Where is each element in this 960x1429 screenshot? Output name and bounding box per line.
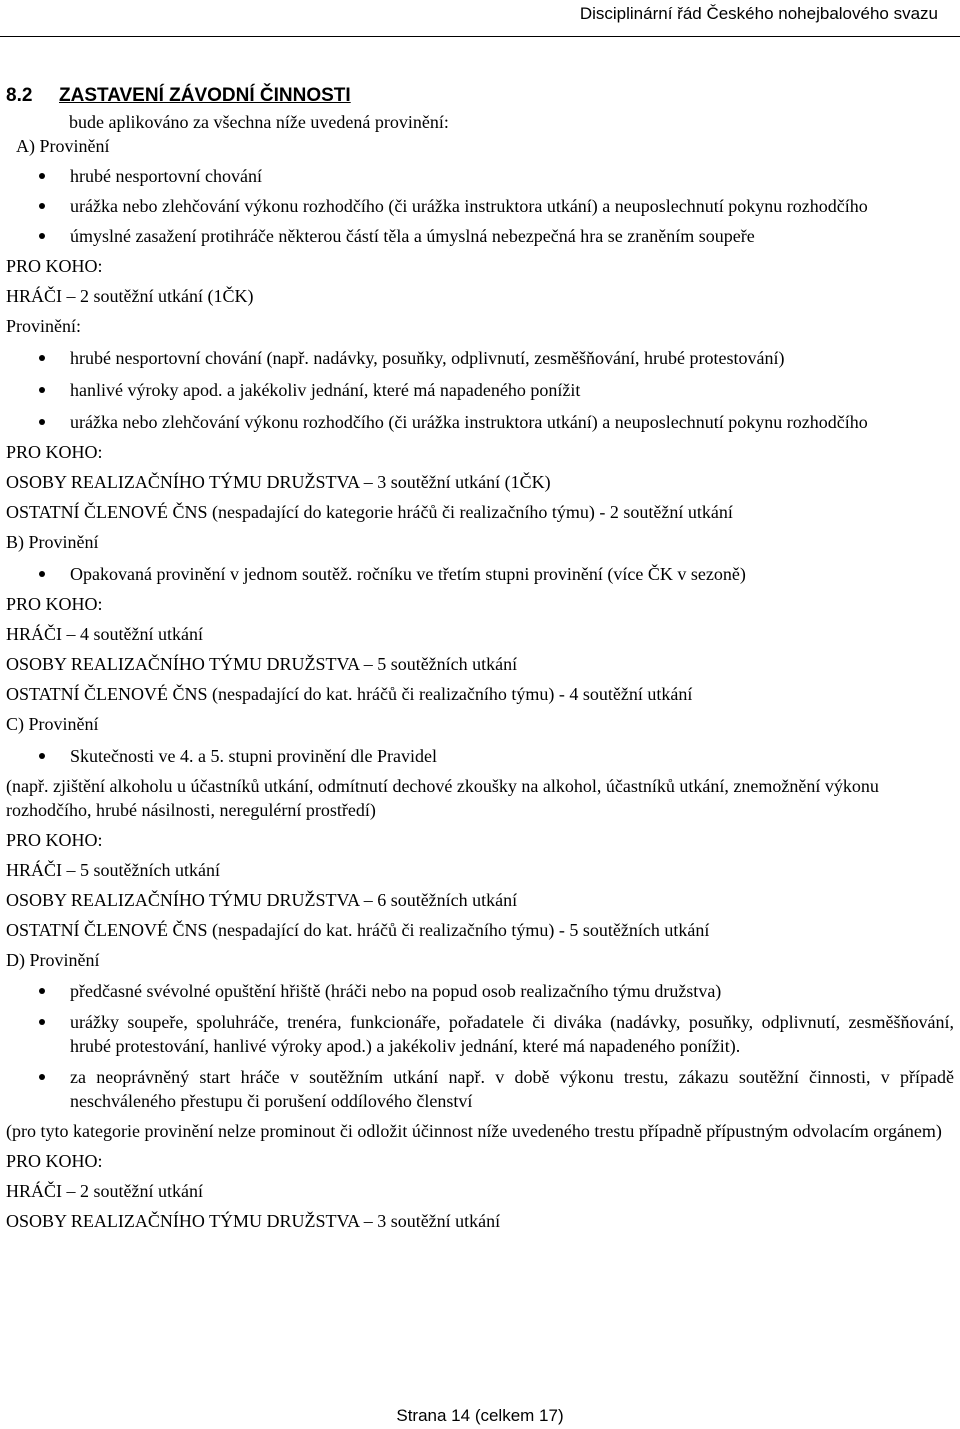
group-b-penalty-others: OSTATNÍ ČLENOVÉ ČNS (nespadající do kat. hráčů či realizačního týmu) - 4 soutěžní utkání	[6, 684, 693, 704]
group-a-penalty-team: OSOBY REALIZAČNÍHO TÝMU DRUŽSTVA – 3 soutěžní utkání (1ČK)	[6, 472, 551, 492]
group-d-heading: D) Provinění	[6, 950, 100, 970]
group-b-pro-koho: PRO KOHO:	[6, 594, 103, 614]
list-item: předčasné svévolné opuštění hřiště (hráči nebo na popud osob realizačního týmu družstva)	[6, 979, 954, 1003]
group-a-pro-koho-2: PRO KOHO:	[6, 442, 103, 462]
list-item: hrubé nesportovní chování	[6, 164, 954, 188]
group-d-note: (pro tyto kategorie provinění nelze prominout či odložit účinnost níže uvedeného trestu případně přípustným odvolacím orgánem)	[6, 1121, 942, 1141]
group-b-heading: B) Provinění	[6, 532, 99, 552]
group-c-penalty-others: OSTATNÍ ČLENOVÉ ČNS (nespadající do kat. hráčů či realizačního týmu) - 5 soutěžních utkání	[6, 920, 710, 940]
list-item: hrubé nesportovní chování (např. nadávky, posuňky, odplivnutí, zesměšňování, hrubé protestování)	[6, 346, 954, 370]
group-c-note: (např. zjištění alkoholu u účastníků utkání, odmítnutí dechové zkoušky na alkohol, účastníků utkání, znemožnění výkonu rozhodčího, hrubé násilnosti, neregulérní prostředí)	[6, 776, 879, 820]
list-item: úmyslné zasažení protihráče některou částí těla a úmyslná nebezpečná hra se zraněním soupeře	[6, 224, 954, 248]
section-title: ZASTAVENÍ ZÁVODNÍ ČINNOSTI	[59, 85, 351, 106]
group-b-penalty-team: OSOBY REALIZAČNÍHO TÝMU DRUŽSTVA – 5 soutěžních utkání	[6, 654, 518, 674]
section-heading	[6, 84, 954, 108]
group-c-pro-koho: PRO KOHO:	[6, 830, 103, 850]
group-d-bullets	[6, 979, 954, 1113]
page-number: Strana 14 (celkem 17)	[396, 1406, 564, 1425]
document-header-title: Disciplinární řád Českého nohejbalového svazu	[579, 4, 938, 23]
group-a-bullets-2	[6, 346, 954, 434]
header-divider	[0, 36, 960, 37]
document-body	[6, 84, 954, 1233]
list-item: urážky soupeře, spoluhráče, trenéra, funkcionáře, pořadatele či diváka (nadávky, posuňky, odplivnutí, zesměšňování, hrubé protestování, hanlivé výroky apod.) a jakékoliv jednání, které má napadeného ponížit).	[6, 1010, 954, 1058]
group-d-penalty-players: HRÁČI – 2 soutěžní utkání	[6, 1181, 203, 1201]
group-d-pro-koho: PRO KOHO:	[6, 1151, 103, 1171]
list-item: za neoprávněný start hráče v soutěžním utkání např. v době výkonu trestu, zákazu soutěžní činnosti, v případě neschváleného přestupu či porušení oddílového členství	[6, 1065, 954, 1113]
group-a-provineni-label: Provinění:	[6, 316, 81, 336]
group-a-pro-koho: PRO KOHO:	[6, 256, 103, 276]
group-a-penalty-others: OSTATNÍ ČLENOVÉ ČNS (nespadající do kategorie hráčů či realizačního týmu) - 2 soutěžní utkání	[6, 502, 733, 522]
group-a-bullets	[6, 164, 954, 248]
group-a-heading: A) Provinění	[16, 136, 110, 156]
section-intro: bude aplikováno za všechna níže uvedená provinění:	[69, 112, 449, 132]
list-item: urážka nebo zlehčování výkonu rozhodčího (či urážka instruktora utkání) a neuposlechnutí pokynu rozhodčího	[6, 410, 954, 434]
group-c-penalty-players: HRÁČI – 5 soutěžních utkání	[6, 860, 220, 880]
group-a-penalty-players: HRÁČI – 2 soutěžní utkání (1ČK)	[6, 286, 254, 306]
group-c-penalty-team: OSOBY REALIZAČNÍHO TÝMU DRUŽSTVA – 6 soutěžních utkání	[6, 890, 518, 910]
list-item: hanlivé výroky apod. a jakékoliv jednání, které má napadeného ponížit	[6, 378, 954, 402]
group-b-bullets	[6, 562, 954, 586]
list-item: Skutečnosti ve 4. a 5. stupni provinění dle Pravidel	[6, 744, 954, 768]
list-item: urážka nebo zlehčování výkonu rozhodčího (či urážka instruktora utkání) a neuposlechnutí pokynu rozhodčího	[6, 194, 954, 218]
section-number: 8.2	[6, 85, 33, 106]
group-c-heading: C) Provinění	[6, 714, 99, 734]
group-c-bullets	[6, 744, 954, 768]
group-b-penalty-players: HRÁČI – 4 soutěžní utkání	[6, 624, 203, 644]
list-item: Opakovaná provinění v jednom soutěž. ročníku ve třetím stupni provinění (více ČK v sezoně)	[6, 562, 954, 586]
group-d-penalty-team: OSOBY REALIZAČNÍHO TÝMU DRUŽSTVA – 3 soutěžní utkání	[6, 1211, 501, 1231]
